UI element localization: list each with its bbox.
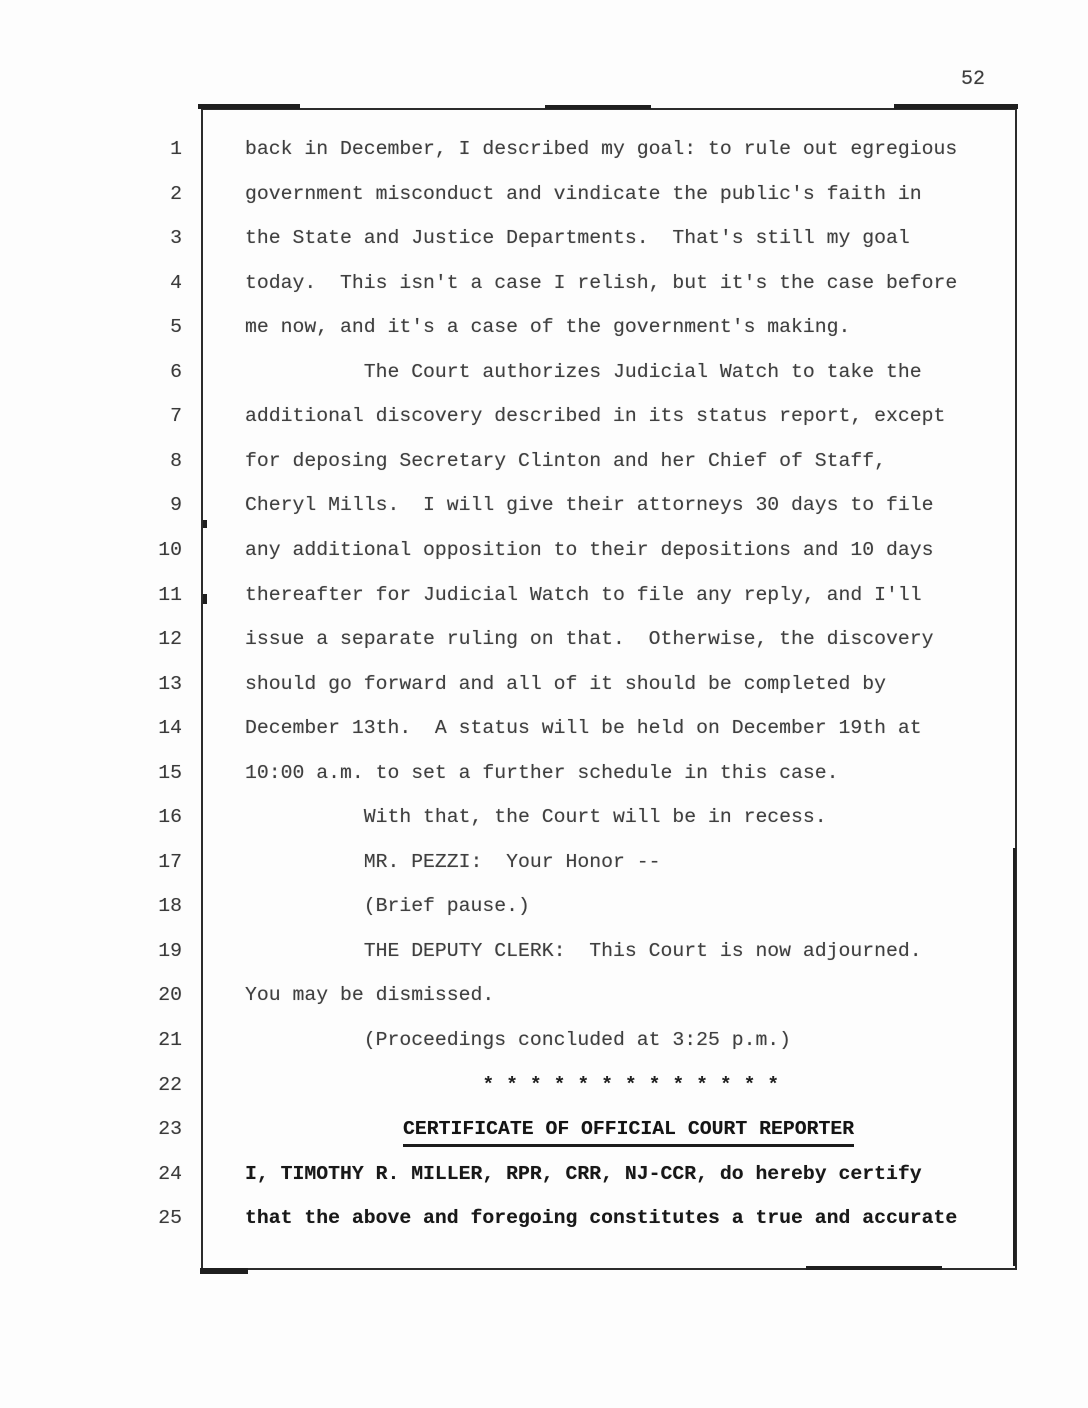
line-text: December 13th. A status will be held on December 19th at [245,717,922,740]
line-text: should go forward and all of it should be completed by [245,672,887,695]
line-text: that the above and foregoing constitutes a true and accurate [245,1207,958,1230]
transcript-line-row [0,225,1088,252]
transcript-line-row [0,804,1088,831]
line-number: 4 [170,271,182,294]
line-text: any additional opposition to their depositions and 10 days [245,539,934,561]
transcript-line-row [0,136,1088,163]
line-text: Cheryl Mills. I will give their attorneys 30 days to file [245,494,934,517]
transcript-line-row [0,893,1088,920]
line-text: (Proceedings concluded at 3:25 p.m.) [245,1029,792,1051]
transcript-line-row [0,403,1088,430]
line-number: 15 [158,761,182,784]
line-number: 20 [158,984,182,1007]
line-number: 12 [158,628,182,650]
line-text: The Court authorizes Judicial Watch to take the [245,360,922,383]
transcript-line-row [0,1027,1088,1054]
line-number: 7 [170,405,182,428]
line-text: (Brief pause.) [245,895,530,918]
transcript-line-row [0,1205,1088,1232]
line-number: 16 [158,806,182,829]
line-number: 13 [158,672,182,695]
transcript-line-row [0,270,1088,297]
transcript-line-row [0,537,1088,564]
line-number: 1 [170,138,182,160]
line-number: 9 [170,494,182,517]
transcript-line-row [0,849,1088,876]
line-number: 17 [158,850,182,873]
transcript-line-row [0,1116,1088,1143]
transcript-line-row [0,671,1088,698]
line-number: 11 [158,583,182,606]
line-text: me now, and it's a case of the government's making. [245,316,851,339]
line-text: THE DEPUTY CLERK: This Court is now adjourned. [245,939,922,962]
transcript-line-row [0,938,1088,965]
line-text: With that, the Court will be in recess. [245,806,827,829]
transcript-line-row [0,1072,1088,1099]
line-text: thereafter for Judicial Watch to file any reply, and I'll [245,583,922,606]
line-text: CERTIFICATE OF OFFICIAL COURT REPORTER [403,1116,854,1147]
page-number: 52 [961,68,986,91]
transcript-line-row [0,1161,1088,1188]
transcript-line-row [0,715,1088,742]
line-number: 18 [158,895,182,918]
line-text: today. This isn't a case I relish, but it's the case before [245,271,958,294]
line-text: the State and Justice Departments. That's still my goal [245,227,910,250]
line-text: back in December, I described my goal: to rule out egregious [245,138,958,160]
line-text: for deposing Secretary Clinton and her Chief of Staff, [245,449,887,472]
line-text: You may be dismissed. [245,984,495,1007]
line-number: 21 [158,1029,182,1051]
line-number: 24 [158,1162,182,1185]
transcript-line-row [0,492,1088,519]
line-number: 6 [170,360,182,383]
line-text: additional discovery described in its status report, except [245,405,946,428]
line-text: 10:00 a.m. to set a further schedule in this case. [245,761,839,784]
line-text: issue a separate ruling on that. Otherwise, the discovery [245,628,934,650]
line-number: 19 [158,939,182,962]
line-number: 2 [170,182,182,205]
line-text: MR. PEZZI: Your Honor -- [245,850,661,873]
line-number: 22 [158,1073,182,1096]
line-number: 23 [158,1118,182,1141]
line-text: I, TIMOTHY R. MILLER, RPR, CRR, NJ-CCR, do hereby certify [245,1162,922,1185]
transcript-line-row [0,448,1088,475]
transcript-line-row [0,359,1088,386]
line-number: 14 [158,717,182,740]
transcript-line-row [0,181,1088,208]
line-number: 5 [170,316,182,339]
transcript-line-row [0,760,1088,787]
line-text: * * * * * * * * * * * * * [245,1073,780,1096]
line-number: 8 [170,449,182,472]
line-number: 10 [158,539,182,561]
transcript-line-row [0,582,1088,609]
line-text: government misconduct and vindicate the public's faith in [245,182,922,205]
transcript-line-row [0,314,1088,341]
transcript-line-row [0,982,1088,1009]
line-number: 25 [158,1207,182,1230]
transcript-line-row [0,626,1088,653]
line-number: 3 [170,227,182,250]
